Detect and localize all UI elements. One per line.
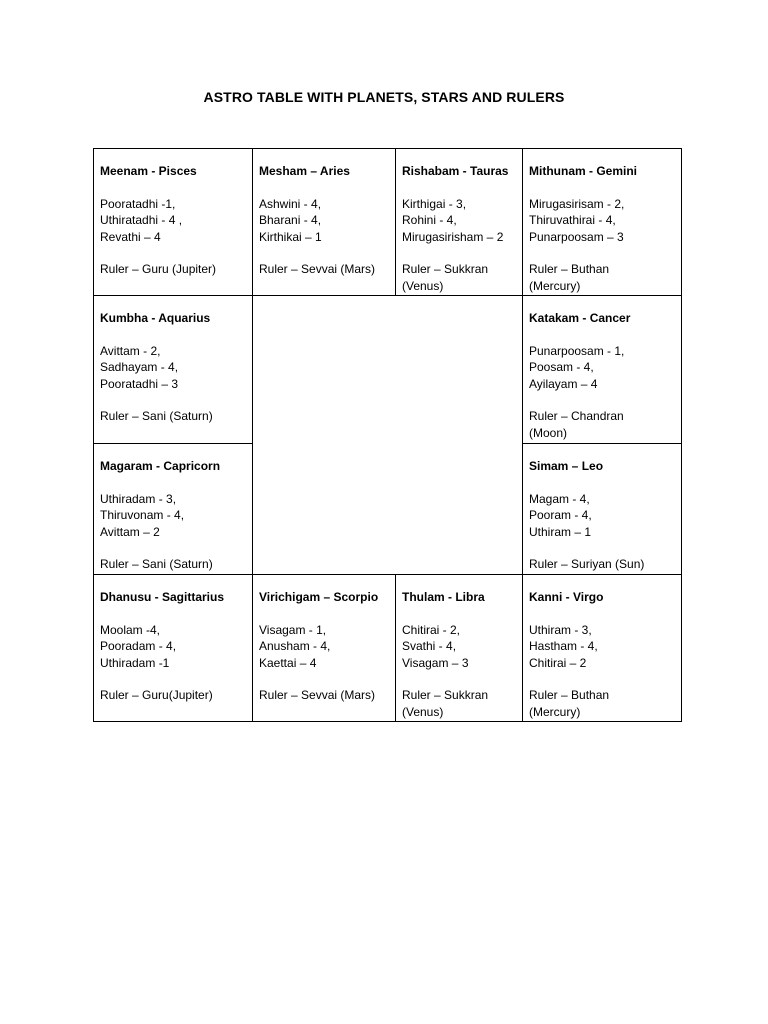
sign-name: Mithunam - Gemini — [529, 164, 637, 178]
cell-rishabam — [396, 149, 523, 296]
star-line: Avittam - 2, — [100, 343, 161, 358]
star-list — [100, 343, 246, 393]
star-line: Kaettai – 4 — [259, 655, 317, 670]
star-line: Rohini - 4, — [402, 213, 457, 227]
cell-simam — [523, 444, 681, 575]
sign-name: Katakam - Cancer — [529, 311, 631, 325]
star-line: Bharani - 4, — [259, 213, 322, 227]
star-line: Uthiratadhi - 4 , — [100, 213, 183, 227]
sign-name: Kanni - Virgo — [529, 590, 604, 604]
cell-kanni — [523, 575, 681, 721]
cell-mithunam — [523, 149, 681, 296]
ruler-line: (Moon) — [529, 425, 568, 440]
ruler-text — [402, 261, 516, 294]
star-line: Ashwini - 4, — [259, 196, 322, 211]
star-line: Magam - 4, — [529, 491, 590, 506]
center-empty-area — [253, 296, 523, 575]
ruler-text: Ruler – Suriyan (Sun) — [529, 557, 645, 571]
star-list — [529, 491, 675, 541]
ruler-text — [402, 687, 516, 720]
star-line: Punarpoosam - 1, — [529, 343, 625, 358]
star-line: Kirthigai - 3, — [402, 196, 467, 211]
star-list — [402, 196, 516, 246]
star-line: Chitirai - 2, — [402, 622, 461, 637]
cell-katakam — [523, 296, 681, 444]
star-line: Pooratadhi -1, — [100, 196, 176, 211]
star-line: Moolam -4, — [100, 622, 161, 637]
star-line: Pooradam - 4, — [100, 639, 177, 653]
star-list — [529, 196, 675, 246]
star-line: Uthiradam -1 — [100, 655, 170, 670]
ruler-text — [529, 687, 675, 720]
cell-meenam — [94, 149, 253, 296]
star-line: Pooratadhi – 3 — [100, 376, 179, 391]
star-line: Revathi – 4 — [100, 229, 161, 244]
page-title: ASTRO TABLE WITH PLANETS, STARS AND RULERS — [203, 89, 565, 105]
ruler-line: (Venus) — [402, 704, 444, 719]
ruler-text: Ruler – Guru (Jupiter) — [100, 262, 217, 276]
sign-name: Mesham – Aries — [259, 164, 350, 178]
cell-magaram — [94, 444, 253, 575]
star-list — [100, 491, 246, 541]
ruler-line: Ruler – Chandran — [529, 409, 624, 423]
ruler-line: Ruler – Sukkran — [402, 688, 489, 702]
sign-name: Simam – Leo — [529, 459, 604, 473]
ruler-text: Ruler – Sani (Saturn) — [100, 557, 213, 571]
ruler-line: (Mercury) — [529, 278, 581, 293]
sign-name: Kumbha - Aquarius — [100, 311, 211, 325]
ruler-text: Ruler – Sani (Saturn) — [100, 409, 213, 423]
cell-virichigam — [253, 575, 396, 721]
ruler-line: Ruler – Buthan — [529, 688, 610, 702]
star-line: Uthiram – 1 — [529, 524, 592, 539]
star-line: Uthiram - 3, — [529, 622, 592, 637]
cell-thulam — [396, 575, 523, 721]
astro-table — [93, 148, 682, 722]
ruler-text: Ruler – Sevvai (Mars) — [259, 688, 376, 702]
star-line: Sadhayam - 4, — [100, 360, 179, 374]
ruler-text — [529, 408, 675, 441]
star-line: Punarpoosam – 3 — [529, 229, 624, 244]
star-line: Kirthikai – 1 — [259, 229, 322, 244]
cell-dhanusu — [94, 575, 253, 721]
star-list — [529, 343, 675, 393]
star-line: Mirugasirisham – 2 — [402, 229, 504, 244]
star-line: Thiruvathirai - 4, — [529, 213, 616, 227]
ruler-text: Ruler – Guru(Jupiter) — [100, 688, 213, 702]
star-line: Thiruvonam - 4, — [100, 508, 185, 522]
star-line: Poosam - 4, — [529, 360, 594, 374]
ruler-line: Ruler – Sukkran — [402, 262, 489, 276]
star-line: Svathi - 4, — [402, 639, 457, 653]
star-list — [100, 196, 246, 246]
sign-name: Rishabam - Tauras — [402, 164, 509, 178]
star-list — [100, 622, 246, 672]
ruler-line: Ruler – Buthan — [529, 262, 610, 276]
star-line: Avittam – 2 — [100, 524, 160, 539]
sign-name: Magaram - Capricorn — [100, 459, 221, 473]
star-list — [259, 622, 389, 672]
star-line: Uthiradam - 3, — [100, 491, 177, 506]
cell-mesham — [253, 149, 396, 296]
star-list — [259, 196, 389, 246]
sign-name: Thulam - Libra — [402, 590, 485, 604]
star-line: Ayilayam – 4 — [529, 376, 598, 391]
star-line: Chitirai – 2 — [529, 655, 587, 670]
sign-name: Virichigam – Scorpio — [259, 590, 379, 604]
ruler-line: (Mercury) — [529, 704, 581, 719]
star-line: Hastham - 4, — [529, 639, 598, 653]
star-line: Visagam – 3 — [402, 655, 469, 670]
star-list — [402, 622, 516, 672]
sign-name: Dhanusu - Sagittarius — [100, 590, 225, 604]
star-list — [529, 622, 675, 672]
star-line: Visagam - 1, — [259, 622, 327, 637]
star-line: Pooram - 4, — [529, 508, 592, 522]
cell-kumbha — [94, 296, 253, 444]
star-line: Anusham - 4, — [259, 639, 331, 653]
ruler-text: Ruler – Sevvai (Mars) — [259, 262, 376, 276]
ruler-line: (Venus) — [402, 278, 444, 293]
sign-name: Meenam - Pisces — [100, 164, 197, 178]
star-line: Mirugasirisam - 2, — [529, 196, 625, 211]
ruler-text — [529, 261, 675, 294]
